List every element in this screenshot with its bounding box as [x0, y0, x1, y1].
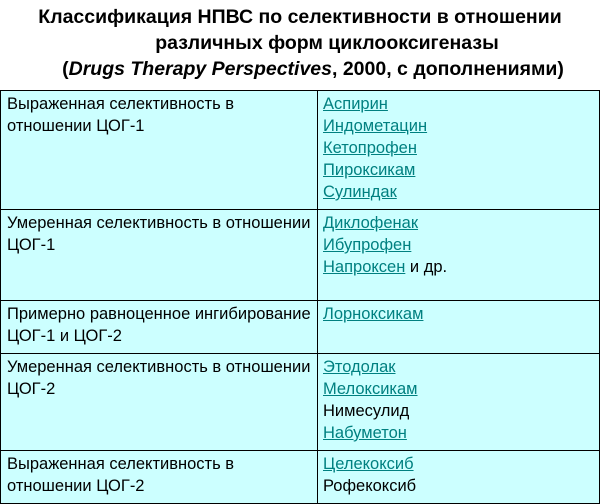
drug-list — [318, 91, 600, 210]
drug-item — [323, 93, 595, 115]
drug-list — [318, 354, 600, 451]
drug-link[interactable]: Лорноксикам — [323, 305, 424, 323]
drug-item — [323, 115, 595, 137]
drug-link[interactable]: Аспирин — [323, 95, 388, 113]
drug-item — [323, 181, 595, 203]
drug-item — [323, 256, 595, 278]
drug-link[interactable]: Ибупрофен — [323, 236, 412, 254]
title-source-open: ( — [62, 58, 69, 80]
table-row — [1, 91, 600, 210]
selectivity-category: Выраженная селективность в отношении ЦОГ-2 — [1, 451, 318, 504]
drug-link[interactable]: Мелоксикам — [323, 380, 418, 398]
table-row — [1, 210, 600, 301]
drug-item — [323, 303, 595, 325]
drug-link[interactable]: Напроксен — [323, 258, 406, 276]
drug-link[interactable]: Набуметон — [323, 424, 407, 442]
table-row — [1, 301, 600, 354]
drug-link[interactable]: Кетопрофен — [323, 139, 417, 157]
table-row — [1, 354, 600, 451]
drug-item — [323, 159, 595, 181]
drug-item — [323, 475, 595, 497]
title-source-journal: Drugs Therapy Perspectives — [68, 58, 332, 80]
drug-link[interactable]: Этодолак — [323, 358, 396, 376]
selectivity-category: Выраженная селективность в отношении ЦОГ-1 — [1, 91, 318, 210]
drug-link[interactable]: Пироксикам — [323, 161, 416, 179]
title-line-2: различных форм циклооксигеназы — [155, 32, 499, 54]
table-row — [1, 451, 600, 504]
selectivity-category: Примерно равноценное ингибирование ЦОГ-1 и ЦОГ-2 — [1, 301, 318, 354]
drug-name: Рофекоксиб — [323, 477, 417, 495]
drug-item — [323, 422, 595, 444]
drug-link[interactable]: Диклофенак — [323, 214, 419, 232]
drug-item — [323, 378, 595, 400]
drug-item — [323, 453, 595, 475]
drug-list — [318, 210, 600, 301]
drug-item — [323, 356, 595, 378]
classification-table-wrapper — [0, 90, 600, 495]
drug-list — [318, 301, 600, 354]
selectivity-category: Умеренная селективность в отношении ЦОГ-2 — [1, 354, 318, 451]
page-title — [0, 4, 600, 82]
drug-link[interactable]: Сулиндак — [323, 183, 397, 201]
drug-link[interactable]: Целекоксиб — [323, 455, 414, 473]
classification-table — [0, 90, 600, 504]
drug-item — [323, 234, 595, 256]
title-line-1: Классификация НПВС по селективности в отношении — [38, 6, 562, 28]
drug-name: Нимесулид — [323, 402, 410, 420]
drug-link[interactable]: Индометацин — [323, 117, 428, 135]
title-line-3 — [26, 56, 600, 82]
drug-suffix: и др. — [405, 258, 448, 276]
drug-list — [318, 451, 600, 504]
drug-item — [323, 137, 595, 159]
selectivity-category: Умеренная селективность в отношении ЦОГ-1 — [1, 210, 318, 301]
drug-item — [323, 212, 595, 234]
drug-item — [323, 400, 595, 422]
title-source-rest: , 2000, с дополнениями) — [332, 58, 564, 80]
